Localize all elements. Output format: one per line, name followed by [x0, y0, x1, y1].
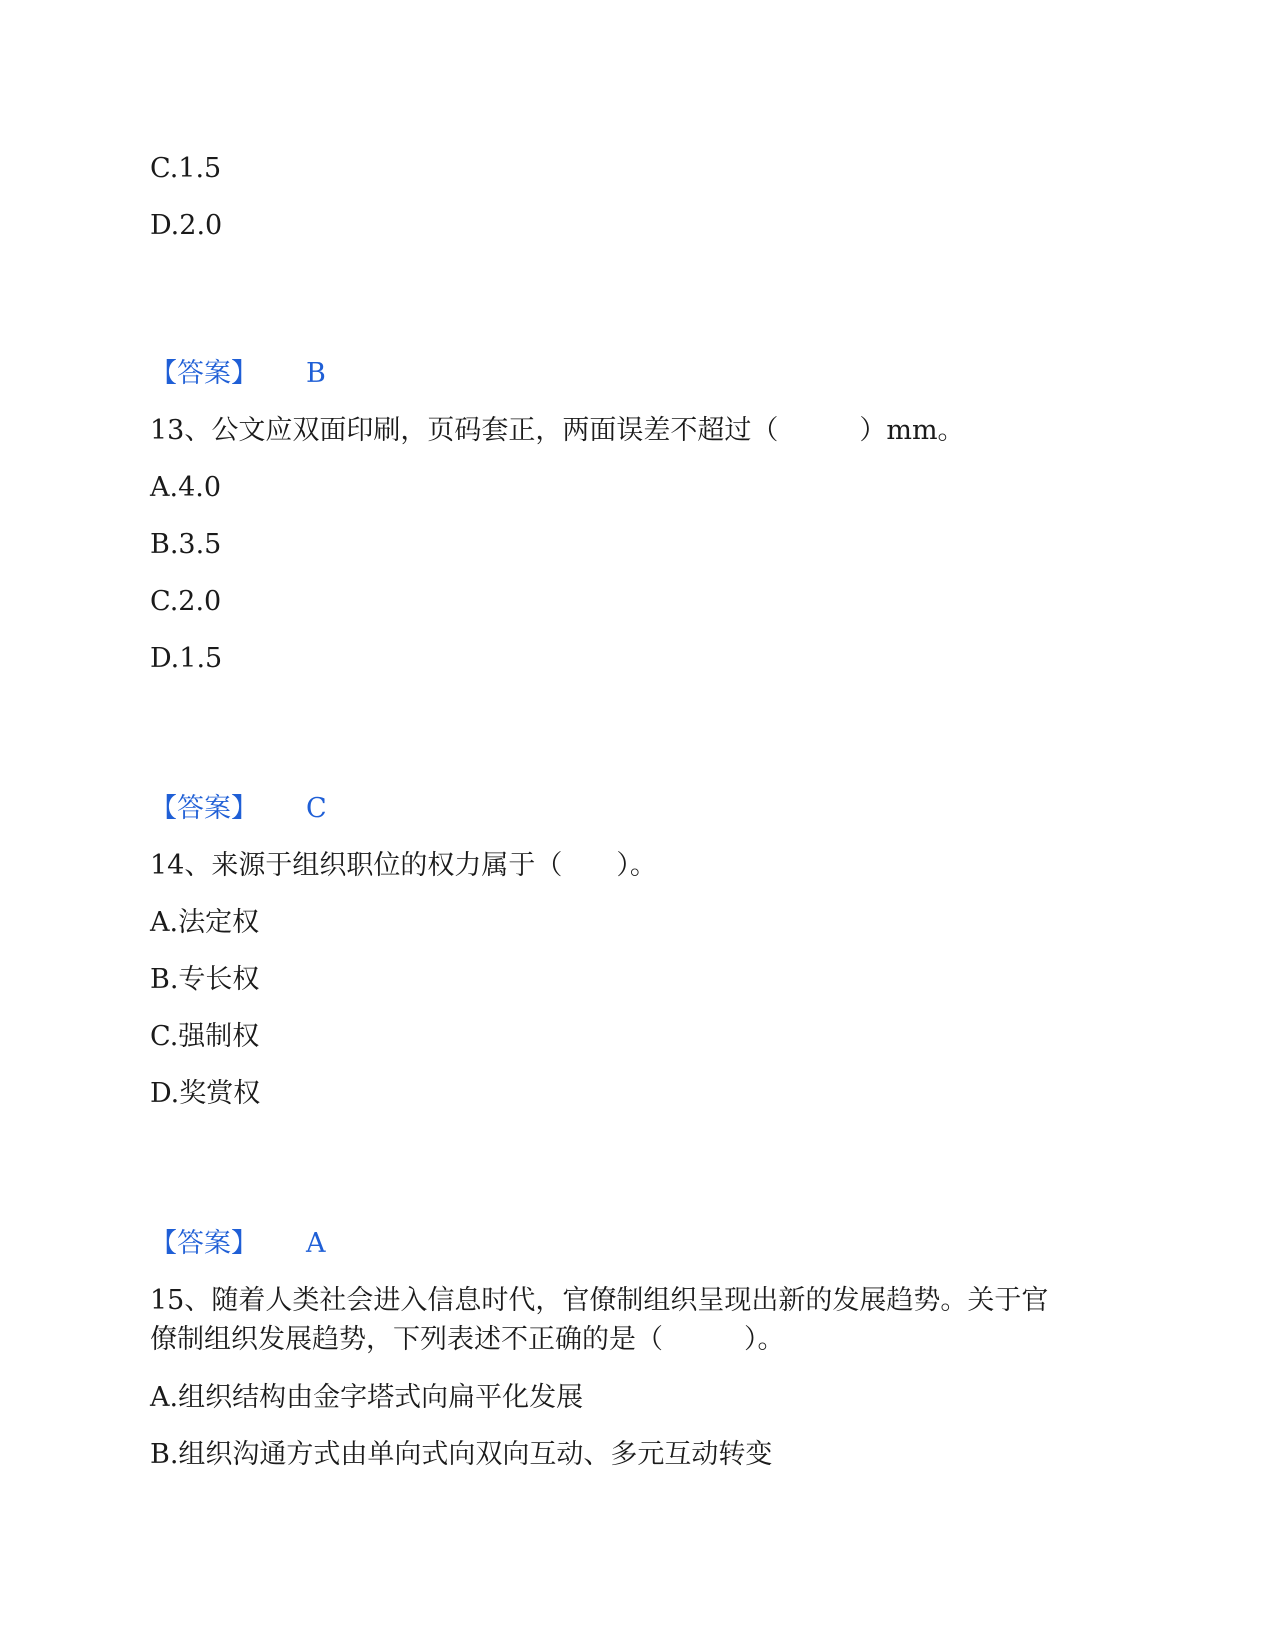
q13-option-c: C.2.0: [150, 586, 222, 617]
q13-option-a: A.4.0: [150, 472, 222, 503]
q14-option-d: D.奖赏权: [150, 1078, 261, 1109]
q15-option-a: A.组织结构由金字塔式向扁平化发展: [150, 1382, 584, 1413]
q14-option-c: C.强制权: [150, 1021, 260, 1052]
answer-label: 【答案】: [150, 1228, 258, 1259]
q12-option-c: C.1.5: [150, 153, 222, 184]
q13-option-b: B.3.5: [150, 529, 222, 560]
answer-label: 【答案】: [150, 358, 258, 389]
answer-value: B: [306, 358, 326, 389]
q12-answer: [150, 356, 326, 392]
q13-question: 13、公文应双面印刷，页码套正，两面误差不超过（ ）mm。: [150, 415, 965, 446]
answer-value: C: [306, 793, 327, 824]
q14-answer: [150, 1226, 326, 1262]
q15-option-b: B.组织沟通方式由单向式向双向互动、多元互动转变: [150, 1439, 773, 1470]
q13-option-d: D.1.5: [150, 643, 223, 674]
answer-label: 【答案】: [150, 793, 258, 824]
q13-answer: [150, 791, 327, 827]
q15-question-line1: 15、随着人类社会进入信息时代，官僚制组织呈现出新的发展趋势。关于官: [150, 1285, 1049, 1316]
q14-question: 14、来源于组织职位的权力属于（ ）。: [150, 850, 657, 881]
q14-option-b: B.专长权: [150, 964, 260, 995]
q15-question-line2: 僚制组织发展趋势，下列表述不正确的是（ ）。: [150, 1324, 785, 1355]
q14-option-a: A.法定权: [150, 907, 260, 938]
q12-option-d: D.2.0: [150, 210, 223, 241]
answer-value: A: [306, 1228, 326, 1259]
